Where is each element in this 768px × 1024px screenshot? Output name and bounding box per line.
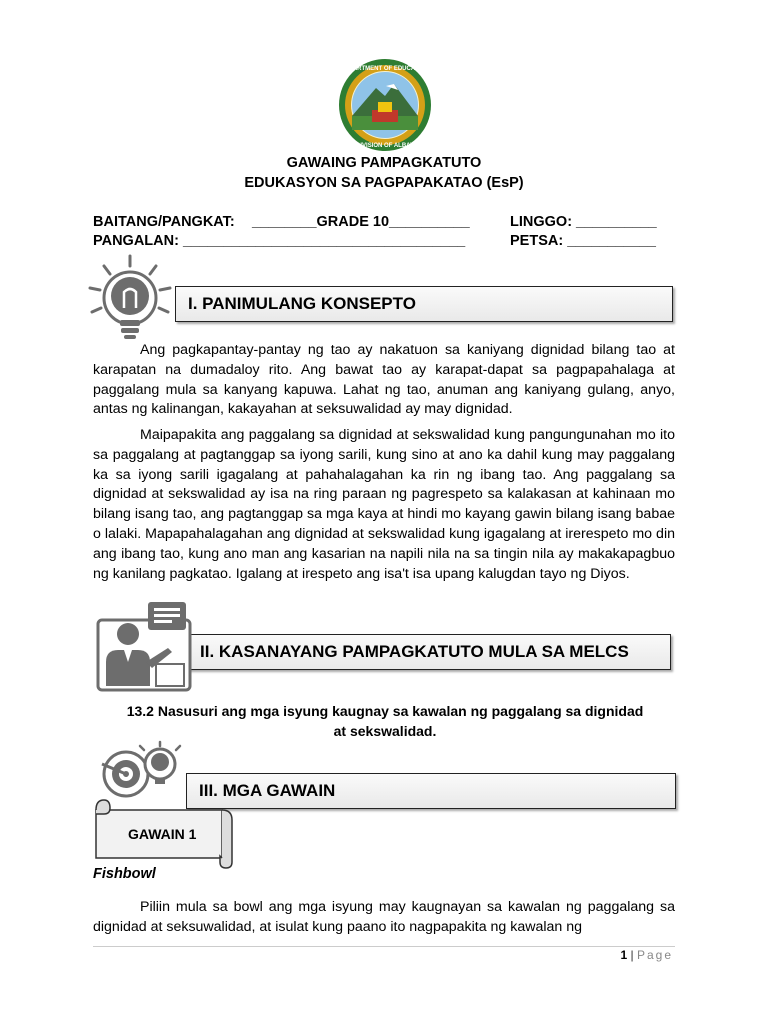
seal-text-top: DEPARTMENT OF EDUCATION (340, 66, 430, 72)
section-title: I. PANIMULANG KONSEPTO (188, 294, 416, 313)
petsa-field: PETSA: ___________ (510, 233, 656, 249)
seal-text-bottom: DIVISION OF ALBAY (356, 143, 414, 149)
pangalan-field: PANGALAN: ___________________________________ (93, 233, 466, 249)
paragraph-instructions: Piliin mula sa bowl ang mga isyung may kaugnayan sa kawalan ng paggalang sa dignidad at seksuwalidad, at isulat kung paano ito nagpapakita ng kawalan ng (93, 899, 675, 935)
melc-line-2: at sekswalidad. (333, 723, 437, 739)
section-panimulang-konsepto (175, 286, 673, 322)
section-title: II. KASANAYANG PAMPAGKATUTO MULA SA MELCS (200, 642, 629, 661)
deped-seal-logo (338, 58, 432, 152)
section-kasanayang-pampagkatuto (187, 634, 671, 670)
footer-separator: | (627, 948, 637, 962)
section-title: III. MGA GAWAIN (199, 781, 336, 800)
melc-line-1: 13.2 Nasusuri ang mga isyung kaugnay sa kawalan ng paggalang sa dignidad (126, 703, 644, 719)
page-footer (620, 948, 673, 962)
activity-title: Fishbowl (93, 866, 156, 882)
page-label: Page (636, 948, 673, 962)
teacher-presentation-icon (96, 600, 192, 692)
page-number: 1 (620, 948, 628, 962)
linggo-field: LINGGO: __________ (510, 214, 657, 230)
baitang-label: BAITANG/PANGKAT: (93, 214, 235, 230)
baitang-value: ________GRADE 10__________ (252, 214, 470, 230)
worksheet-title: GAWAING PAMPAGKATUTO (286, 155, 482, 171)
target-lightbulb-icon (96, 740, 186, 800)
footer-divider (93, 946, 675, 947)
subject-title: EDUKASYON SA PAGPAPAKATAO (EsP) (244, 175, 524, 191)
paragraph-paggalang: Maipapakita ang paggalang sa dignidad at sekswalidad kung pangungunahan mo ito sa paggalang at pagtanggap sa iyong sarili, kung sino at ano ka dahil kung may paggalang ka sa iyong sarili igagalang at pahahalagahan ka rin ng ibang tao. Ang paggalang sa dignidad at sekswalidad ay isa na ring paraan ng pagrespeto sa kalakasan at kahinaan mo bilang isang tao, ang pagtanggap sa mga kaya at hindi mo kayang gawin bilang isang babae o lalaki. Mapapahalagahan ang dignidad at sekswalidad kung igagalang at irerespeto mo din ang ibang tao, kung ano man ang kasarian na napili nila na sa tingin nila ay makakapagbuo ng kanilang pagkatao. Igalang at irespeto ang isa't isa upang kalugdan tayo ng Diyos. (93, 427, 675, 582)
paragraph-intro: Ang pagkapantay-pantay ng tao ay nakatuon sa kaniyang dignidad bilang tao at karapatan na dumadaloy rito. Ang bawat tao ay karapat-dapat sa pagpapahalaga at paggalang mula sa kanyang kapuwa. Lahat ng tao, anuman ang kaniyang gulang, anyo, antas ng kalinangan, kakayahan at seksuwalidad ay may dignidad. (93, 342, 675, 418)
lightbulb-icon (82, 252, 178, 342)
section-mga-gawain (186, 773, 676, 809)
gawain-label: GAWAIN 1 (128, 826, 197, 842)
